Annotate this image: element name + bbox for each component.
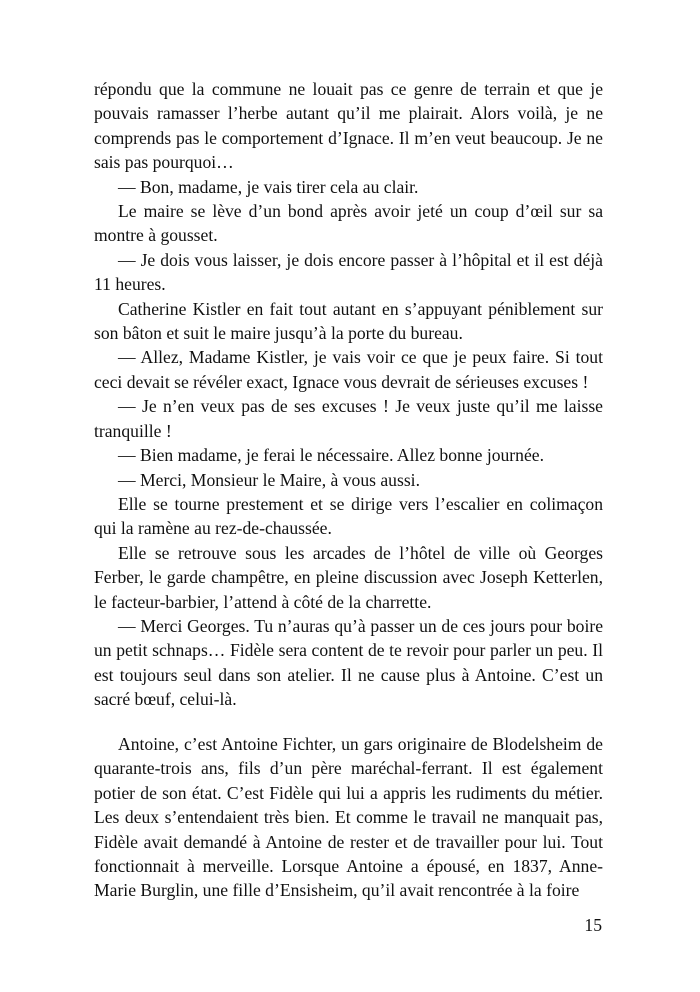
paragraph: Le maire se lève d’un bond après avoir jeté un coup d’œil sur sa montre à gousset. bbox=[94, 201, 603, 246]
paragraph: — Bien madame, je ferai le nécessaire. Allez bonne journée. bbox=[118, 445, 544, 466]
paragraph: répondu que la commune ne louait pas ce genre de terrain et que je pouvais ramasser l’herbe autant qu’il me plairait. Alors voilà, je ne comprends pas le comportement d’Ignace. Il m’en veut beaucoup. Je ne sais pas pourquoi… bbox=[94, 79, 603, 173]
paragraph: — Bon, madame, je vais tirer cela au clair. bbox=[118, 176, 419, 197]
paragraph: — Merci Georges. Tu n’auras qu’à passer un de ces jours pour boire un petit schnaps… Fidèle sera content de te revoir pour parler un peu. Il est toujours seul dans son atelier. Il ne cause plus à Antoine. C’est un sacré bœuf, celui-là. bbox=[94, 615, 603, 710]
paragraph: Elle se retrouve sous les arcades de l’hôtel de ville où Georges Ferber, le garde champêtre, en pleine discussion avec Joseph Ketterlen, le facteur-barbier, l’attend à côté de la charrette. bbox=[94, 542, 603, 612]
paragraph: — Allez, Madame Kistler, je vais voir ce que je peux faire. Si tout ceci devait se révéler exact, Ignace vous devrait de sérieuses excuses ! bbox=[94, 347, 603, 392]
paragraph: Antoine, c’est Antoine Fichter, un gars originaire de Blodelsheim de quarante-trois ans, fils d’un père maréchal-ferrant. Il est également potier de son état. C’est Fidèle qui lui a appris les rudiments du métier. Les deux s’entendaient très bien. Et comme le travail ne manquait pas, Fidèle avait demandé à Antoine de rester et de travailler pour lui. Tout fonctionnait à merveille. Lorsque Antoine a épousé, en 1837, Anne-Marie Burglin, une fille d’Ensisheim, qu’il avait rencontrée à la foire bbox=[94, 734, 603, 901]
paragraph: Catherine Kistler en fait tout autant en s’appuyant péniblement sur son bâton et suit le maire jusqu’à la porte du bureau. bbox=[94, 298, 603, 344]
paragraph: — Je dois vous laisser, je dois encore passer à l’hôpital et il est déjà 11 heures. bbox=[94, 249, 603, 295]
text-block-top bbox=[94, 77, 603, 712]
paragraph: — Merci, Monsieur le Maire, à vous aussi. bbox=[118, 469, 420, 490]
text-block-bottom bbox=[94, 732, 603, 903]
page-number: 15 bbox=[584, 915, 602, 935]
paragraph: — Je n’en veux pas de ses excuses ! Je veux juste qu’il me laisse tranquille ! bbox=[94, 396, 603, 441]
paragraph: Elle se tourne prestement et se dirige vers l’escalier en colimaçon qui la ramène au rez-de-chaussée. bbox=[94, 493, 603, 539]
